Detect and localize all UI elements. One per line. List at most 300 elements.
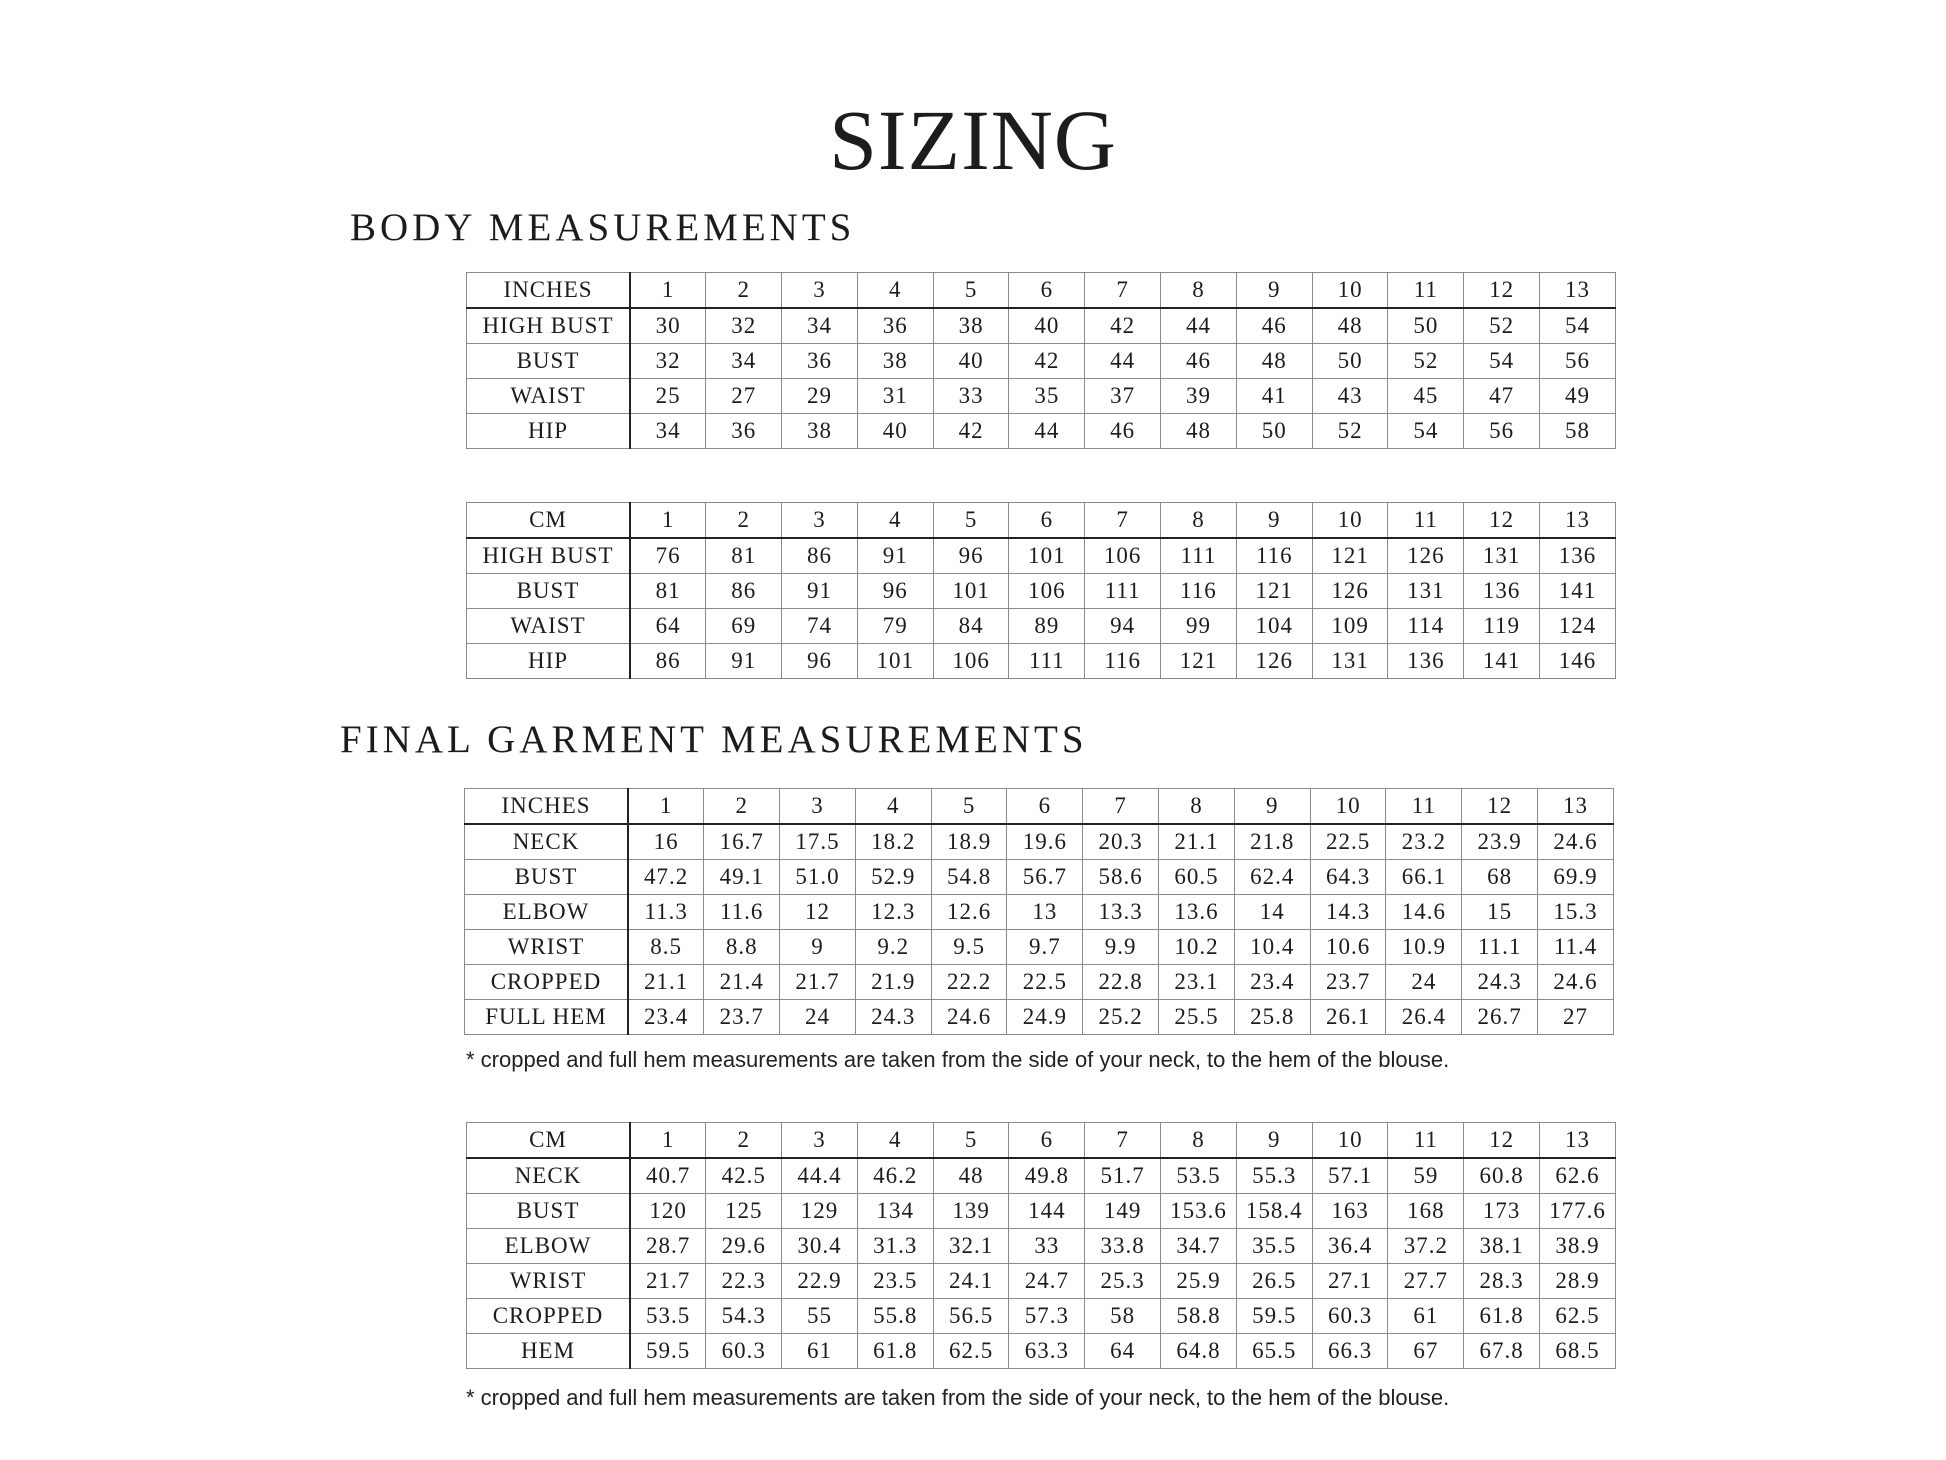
measurement-value: 116 [1085,644,1161,679]
table-row [467,1158,1616,1194]
measurement-value: 9.2 [855,930,931,965]
measurement-value: 34 [706,344,782,379]
table-header-row [467,1123,1616,1159]
measurement-value: 15.3 [1538,895,1614,930]
size-header: 5 [933,273,1009,309]
measurement-value: 32.1 [933,1229,1009,1264]
measurement-value: 44 [1085,344,1161,379]
measurement-value: 8.8 [704,930,780,965]
measurement-value: 9.7 [1007,930,1083,965]
measurement-value: 42 [1085,308,1161,344]
measurement-value: 125 [706,1194,782,1229]
measurement-value: 52 [1388,344,1464,379]
measurement-value: 46.2 [857,1158,933,1194]
measurement-value: 54 [1464,344,1540,379]
measurement-value: 15 [1462,895,1538,930]
table-row [467,609,1616,644]
measurement-value: 40 [857,414,933,449]
measurement-value: 10.9 [1386,930,1462,965]
table-row [467,538,1616,574]
measurement-value: 38 [857,344,933,379]
measurement-value: 12.3 [855,895,931,930]
measurement-value: 163 [1312,1194,1388,1229]
measurement-value: 81 [706,538,782,574]
measurement-value: 177.6 [1540,1194,1616,1229]
size-header: 7 [1085,273,1161,309]
measurement-value: 52.9 [855,860,931,895]
table-row [467,1229,1616,1264]
measurement-value: 96 [782,644,858,679]
measurement-value: 35 [1009,379,1085,414]
table-row [467,1194,1616,1229]
measurement-value: 24.6 [1538,965,1614,1000]
measurement-value: 49.8 [1009,1158,1085,1194]
measurement-value: 21.1 [1159,824,1235,860]
measurement-value: 101 [857,644,933,679]
measurement-value: 55.8 [857,1299,933,1334]
measurement-value: 111 [1009,644,1085,679]
measurement-value: 50 [1236,414,1312,449]
measurement-value: 42 [933,414,1009,449]
measurement-value: 42.5 [706,1158,782,1194]
measurement-label: HIP [467,644,631,679]
measurement-value: 35.5 [1236,1229,1312,1264]
measurement-value: 109 [1312,609,1388,644]
measurement-value: 121 [1161,644,1237,679]
measurement-value: 37.2 [1388,1229,1464,1264]
measurement-value: 54.8 [931,860,1007,895]
size-header: 10 [1310,789,1386,825]
size-header: 9 [1234,789,1310,825]
measurement-value: 136 [1464,574,1540,609]
measurement-value: 59 [1388,1158,1464,1194]
measurement-value: 27.7 [1388,1264,1464,1299]
measurement-value: 64.8 [1161,1334,1237,1369]
measurement-label: CROPPED [467,1299,631,1334]
measurement-value: 26.1 [1310,1000,1386,1035]
size-header: 11 [1388,503,1464,539]
measurement-value: 18.2 [855,824,931,860]
measurement-label: CROPPED [465,965,629,1000]
measurement-value: 24.6 [1538,824,1614,860]
measurement-value: 61 [782,1334,858,1369]
measurement-value: 66.1 [1386,860,1462,895]
table-row [465,1000,1614,1035]
measurement-value: 49.1 [704,860,780,895]
size-header: 8 [1161,503,1237,539]
measurement-value: 54 [1388,414,1464,449]
measurement-value: 58 [1540,414,1616,449]
size-header: 4 [857,273,933,309]
measurement-value: 62.5 [933,1334,1009,1369]
table-row [465,860,1614,895]
measurement-value: 44.4 [782,1158,858,1194]
measurement-value: 104 [1236,609,1312,644]
measurement-value: 129 [782,1194,858,1229]
measurement-value: 48 [1236,344,1312,379]
measurement-value: 56 [1464,414,1540,449]
measurement-label: BUST [465,860,629,895]
size-header: 12 [1464,503,1540,539]
measurement-value: 46 [1161,344,1237,379]
size-header: 10 [1312,273,1388,309]
measurement-value: 38.9 [1540,1229,1616,1264]
measurement-value: 86 [706,574,782,609]
measurement-label: HIGH BUST [467,538,631,574]
measurement-value: 25.3 [1085,1264,1161,1299]
measurement-label: FULL HEM [465,1000,629,1035]
body-cm-table [466,502,1616,679]
measurement-value: 21.9 [855,965,931,1000]
measurement-value: 144 [1009,1194,1085,1229]
size-header: 11 [1388,1123,1464,1159]
measurement-label: WAIST [467,609,631,644]
measurement-label: WAIST [467,379,631,414]
measurement-value: 11.6 [704,895,780,930]
size-header: 13 [1540,1123,1616,1159]
table-header-row [465,789,1614,825]
garment-measurements-heading: FINAL GARMENT MEASUREMENTS [340,718,1088,761]
measurement-value: 61 [1388,1299,1464,1334]
body-inches-table [466,272,1616,449]
measurement-value: 136 [1540,538,1616,574]
measurement-value: 136 [1388,644,1464,679]
measurement-value: 30 [630,308,706,344]
measurement-label: WRIST [465,930,629,965]
table-row [467,644,1616,679]
size-header: 3 [782,1123,858,1159]
measurement-value: 11.3 [628,895,704,930]
size-header: 2 [706,503,782,539]
measurement-value: 58.8 [1161,1299,1237,1334]
measurement-value: 91 [706,644,782,679]
measurement-value: 53.5 [1161,1158,1237,1194]
measurement-value: 120 [630,1194,706,1229]
measurement-value: 36 [857,308,933,344]
measurement-value: 121 [1312,538,1388,574]
measurement-value: 96 [857,574,933,609]
measurement-value: 59.5 [1236,1299,1312,1334]
measurement-value: 53.5 [630,1299,706,1334]
size-header: 11 [1386,789,1462,825]
measurement-value: 58 [1085,1299,1161,1334]
measurement-value: 23.7 [1310,965,1386,1000]
measurement-value: 10.4 [1234,930,1310,965]
unit-header: CM [467,503,631,539]
size-header: 2 [706,273,782,309]
size-header: 4 [857,503,933,539]
table-row [467,379,1616,414]
measurement-value: 33 [1009,1229,1085,1264]
measurement-value: 48 [1312,308,1388,344]
measurement-value: 21.1 [628,965,704,1000]
measurement-label: NECK [467,1158,631,1194]
measurement-value: 13.3 [1083,895,1159,930]
measurement-value: 49 [1540,379,1616,414]
measurement-value: 134 [857,1194,933,1229]
measurement-value: 58.6 [1083,860,1159,895]
measurement-value: 56 [1540,344,1616,379]
size-header: 13 [1538,789,1614,825]
unit-header: CM [467,1123,631,1159]
measurement-value: 126 [1236,644,1312,679]
measurement-value: 25.9 [1161,1264,1237,1299]
measurement-value: 62.5 [1540,1299,1616,1334]
measurement-value: 36.4 [1312,1229,1388,1264]
measurement-value: 69 [706,609,782,644]
measurement-value: 12 [780,895,856,930]
measurement-value: 40 [933,344,1009,379]
measurement-value: 33.8 [1085,1229,1161,1264]
measurement-value: 63.3 [1009,1334,1085,1369]
measurement-value: 111 [1161,538,1237,574]
measurement-value: 23.4 [628,1000,704,1035]
measurement-value: 131 [1464,538,1540,574]
measurement-value: 56.7 [1007,860,1083,895]
measurement-value: 30.4 [782,1229,858,1264]
measurement-value: 32 [706,308,782,344]
table-header-row [467,503,1616,539]
size-header: 10 [1312,1123,1388,1159]
table-row [467,1299,1616,1334]
size-header: 8 [1159,789,1235,825]
measurement-value: 149 [1085,1194,1161,1229]
measurement-value: 27.1 [1312,1264,1388,1299]
measurement-value: 45 [1388,379,1464,414]
table-row [465,965,1614,1000]
measurement-value: 59.5 [630,1334,706,1369]
measurement-value: 146 [1540,644,1616,679]
measurement-value: 10.6 [1310,930,1386,965]
measurement-value: 67.8 [1464,1334,1540,1369]
measurement-value: 12.6 [931,895,1007,930]
table-row [467,344,1616,379]
measurement-value: 18.9 [931,824,1007,860]
measurement-value: 34 [782,308,858,344]
measurement-value: 94 [1085,609,1161,644]
measurement-value: 40.7 [630,1158,706,1194]
size-header: 7 [1083,789,1159,825]
measurement-value: 62.6 [1540,1158,1616,1194]
measurement-value: 79 [857,609,933,644]
measurement-value: 24.3 [1462,965,1538,1000]
measurement-value: 55.3 [1236,1158,1312,1194]
measurement-value: 57.1 [1312,1158,1388,1194]
measurement-value: 28.9 [1540,1264,1616,1299]
measurement-value: 91 [782,574,858,609]
measurement-value: 96 [933,538,1009,574]
table-header-row [467,273,1616,309]
measurement-value: 22.2 [931,965,1007,1000]
size-header: 4 [857,1123,933,1159]
measurement-value: 19.6 [1007,824,1083,860]
measurement-value: 131 [1312,644,1388,679]
measurement-value: 116 [1161,574,1237,609]
size-header: 9 [1236,1123,1312,1159]
measurement-value: 69.9 [1538,860,1614,895]
size-header: 8 [1161,273,1237,309]
measurement-value: 11.1 [1462,930,1538,965]
measurement-value: 9 [780,930,856,965]
measurement-value: 50 [1388,308,1464,344]
measurement-value: 24.7 [1009,1264,1085,1299]
measurement-label: BUST [467,1194,631,1229]
measurement-value: 34 [630,414,706,449]
measurement-value: 64 [1085,1334,1161,1369]
measurement-value: 26.7 [1462,1000,1538,1035]
measurement-value: 47.2 [628,860,704,895]
measurement-value: 22.3 [706,1264,782,1299]
measurement-value: 23.5 [857,1264,933,1299]
size-header: 11 [1388,273,1464,309]
size-header: 7 [1085,1123,1161,1159]
size-header: 1 [630,1123,706,1159]
table-row [467,574,1616,609]
measurement-value: 25 [630,379,706,414]
measurement-value: 25.5 [1159,1000,1235,1035]
measurement-value: 27 [706,379,782,414]
measurement-value: 99 [1161,609,1237,644]
measurement-label: BUST [467,344,631,379]
measurement-value: 13.6 [1159,895,1235,930]
measurement-value: 24 [1386,965,1462,1000]
measurement-value: 55 [782,1299,858,1334]
measurement-value: 31 [857,379,933,414]
size-header: 3 [782,273,858,309]
measurement-value: 64 [630,609,706,644]
measurement-value: 60.3 [1312,1299,1388,1334]
measurement-value: 21.7 [780,965,856,1000]
measurement-value: 61.8 [1464,1299,1540,1334]
measurement-value: 56.5 [933,1299,1009,1334]
measurement-value: 173 [1464,1194,1540,1229]
measurement-value: 62.4 [1234,860,1310,895]
size-header: 2 [706,1123,782,1159]
measurement-value: 24 [780,1000,856,1035]
measurement-value: 121 [1236,574,1312,609]
table-row [465,824,1614,860]
size-header: 6 [1007,789,1083,825]
measurement-value: 41 [1236,379,1312,414]
measurement-label: HIGH BUST [467,308,631,344]
size-header: 1 [630,273,706,309]
measurement-value: 91 [857,538,933,574]
table-row [467,1264,1616,1299]
measurement-value: 86 [782,538,858,574]
measurement-value: 158.4 [1236,1194,1312,1229]
measurement-value: 67 [1388,1334,1464,1369]
measurement-value: 27 [1538,1000,1614,1035]
size-header: 9 [1236,503,1312,539]
measurement-value: 60.5 [1159,860,1235,895]
measurement-value: 40 [1009,308,1085,344]
measurement-value: 48 [1161,414,1237,449]
measurement-value: 101 [933,574,1009,609]
measurement-value: 36 [782,344,858,379]
measurement-value: 21.7 [630,1264,706,1299]
table-row [467,414,1616,449]
measurement-value: 139 [933,1194,1009,1229]
measurement-label: WRIST [467,1264,631,1299]
measurement-label: HIP [467,414,631,449]
measurement-value: 52 [1312,414,1388,449]
size-header: 3 [782,503,858,539]
size-header: 8 [1161,1123,1237,1159]
measurement-value: 46 [1085,414,1161,449]
size-header: 13 [1540,503,1616,539]
measurement-value: 126 [1312,574,1388,609]
measurement-value: 60.3 [706,1334,782,1369]
measurement-value: 131 [1388,574,1464,609]
measurement-value: 9.5 [931,930,1007,965]
measurement-value: 46 [1236,308,1312,344]
measurement-value: 54.3 [706,1299,782,1334]
garment-cm-table [466,1122,1616,1369]
measurement-value: 57.3 [1009,1299,1085,1334]
size-header: 5 [933,1123,1009,1159]
measurement-value: 37 [1085,379,1161,414]
table-row [465,930,1614,965]
measurement-value: 24.9 [1007,1000,1083,1035]
measurement-value: 52 [1464,308,1540,344]
measurement-value: 22.8 [1083,965,1159,1000]
measurement-value: 23.7 [704,1000,780,1035]
measurement-value: 141 [1464,644,1540,679]
size-header: 12 [1464,1123,1540,1159]
size-header: 3 [780,789,856,825]
size-header: 6 [1009,1123,1085,1159]
measurement-value: 8.5 [628,930,704,965]
size-header: 6 [1009,273,1085,309]
measurement-value: 11.4 [1538,930,1614,965]
table-row [467,1334,1616,1369]
measurement-value: 38 [933,308,1009,344]
measurement-value: 74 [782,609,858,644]
measurement-value: 14.3 [1310,895,1386,930]
measurement-label: ELBOW [467,1229,631,1264]
measurement-value: 25.8 [1234,1000,1310,1035]
measurement-value: 51.7 [1085,1158,1161,1194]
measurement-value: 44 [1009,414,1085,449]
measurement-value: 34.7 [1161,1229,1237,1264]
table-row [467,308,1616,344]
measurement-value: 126 [1388,538,1464,574]
measurement-value: 68 [1462,860,1538,895]
measurement-value: 9.9 [1083,930,1159,965]
measurement-value: 65.5 [1236,1334,1312,1369]
size-header: 9 [1236,273,1312,309]
measurement-value: 60.8 [1464,1158,1540,1194]
measurement-value: 10.2 [1159,930,1235,965]
size-header: 1 [628,789,704,825]
measurement-label: NECK [465,824,629,860]
body-measurements-heading: BODY MEASUREMENTS [350,206,856,249]
measurement-label: BUST [467,574,631,609]
size-header: 7 [1085,503,1161,539]
measurement-value: 32 [630,344,706,379]
measurement-value: 64.3 [1310,860,1386,895]
measurement-value: 43 [1312,379,1388,414]
measurement-value: 29 [782,379,858,414]
garment-cm-note: * cropped and full hem measurements are taken from the side of your neck, to the hem of the blouse. [466,1385,1450,1410]
size-header: 4 [855,789,931,825]
measurement-value: 76 [630,538,706,574]
measurement-value: 24.1 [933,1264,1009,1299]
measurement-value: 26.4 [1386,1000,1462,1035]
measurement-value: 14 [1234,895,1310,930]
measurement-value: 28.3 [1464,1264,1540,1299]
measurement-value: 47 [1464,379,1540,414]
